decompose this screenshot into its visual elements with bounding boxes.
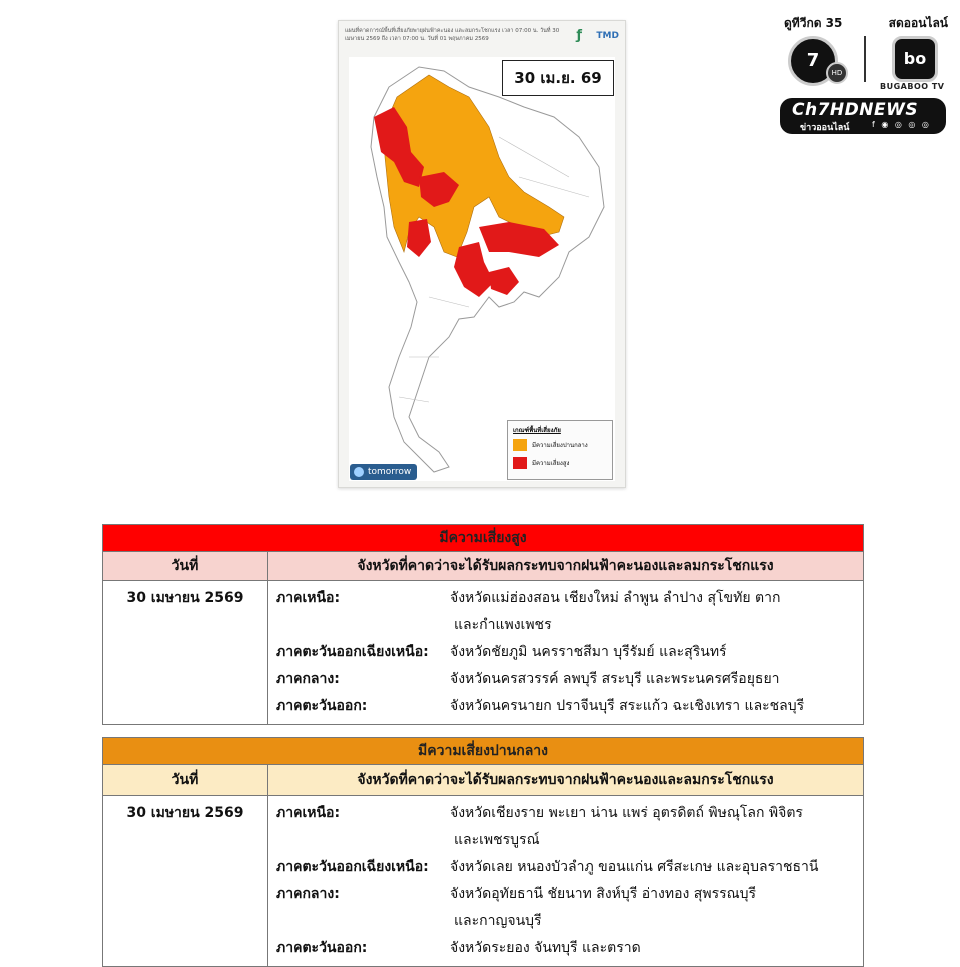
high-risk-banner: มีความเสี่ยงสูง — [103, 525, 864, 552]
ch7-logo-icon[interactable]: 7 — [788, 36, 838, 86]
map-header-text: แผนที่คาดการณ์พื้นที่เสี่ยงภัยพายุฝนฟ้าคะนอง และลมกระโชกแรง เวลา 07:00 น. วันที่ 30 เมษายน 2569 ถึง เวลา 07:00 น. วันที่ 01 พฤษภาคม 2569 — [345, 28, 560, 42]
province-list: จังหวัดแม่ฮ่องสอน เชียงใหม่ ลำพูน ลำปาง สุโขทัย ตาก — [450, 590, 781, 606]
map-legend — [507, 420, 613, 480]
province-list: จังหวัดเลย หนองบัวลำภู ขอนแก่น ศรีสะเกษ และอุบลราชธานี — [450, 859, 819, 875]
province-list: จังหวัดนครสวรรค์ ลพบุรี สระบุรี และพระนครศรีอยุธยา — [450, 671, 780, 687]
thailand-map-svg — [349, 57, 615, 481]
region-label: ภาคตะวันออกเฉียงเหนือ: — [276, 644, 429, 660]
high-col-date-header: วันที่ — [103, 552, 268, 581]
legend-item-high — [513, 457, 607, 469]
region-label: ภาคตะวันออก: — [276, 940, 368, 956]
tomorrow-icon — [354, 467, 364, 477]
brand-divider — [864, 36, 866, 82]
hd-badge-icon: HD — [826, 62, 848, 84]
news-title: Ch7HDNEWS — [792, 100, 919, 120]
region-label: ภาคตะวันออกเฉียงเหนือ: — [276, 859, 429, 875]
live-label: สดออนไลน์ — [888, 16, 948, 30]
thailand-map — [349, 57, 615, 481]
region-label: ภาคตะวันออก: — [276, 698, 368, 714]
region-row — [276, 881, 857, 908]
legend-item-medium — [513, 439, 607, 451]
region-label: ภาคเหนือ: — [276, 805, 341, 821]
mid-date-cell: 30 เมษายน 2569 — [103, 796, 268, 967]
channel-branding — [780, 14, 950, 139]
province-list: จังหวัดเชียงราย พะเยา น่าน แพร่ อุตรดิตถ์ พิษณุโลก พิจิตร — [450, 805, 803, 821]
region-row — [276, 935, 857, 962]
social-icons: f ◉ ◎ ◎ ◎ — [872, 120, 931, 129]
map-date-label: 30 เม.ย. 69 — [502, 60, 614, 96]
ch7hd-news-banner[interactable] — [780, 98, 946, 134]
tomorrow-badge — [350, 464, 417, 480]
high-provinces-cell — [268, 581, 864, 725]
df-logo-icon: ƒ — [576, 28, 583, 43]
region-row — [276, 854, 857, 881]
province-list: จังหวัดชัยภูมิ นครราชสีมา บุรีรัมย์ และสุรินทร์ — [450, 644, 727, 660]
medium-risk-banner: มีความเสี่ยงปานกลาง — [103, 738, 864, 765]
mid-col-provinces-header: จังหวัดที่คาดว่าจะได้รับผลกระทบจากฝนฟ้าคะนองและลมกระโชกแรง — [268, 765, 864, 796]
region-row — [276, 693, 857, 720]
tv-channel-label: ดูทีวีกด 35 — [784, 16, 843, 30]
legend-high-label: มีความเสี่ยงสูง — [532, 460, 570, 467]
province-list-continued: และเพชรบูรณ์ — [454, 832, 540, 848]
bugaboo-logo-icon[interactable]: bo — [892, 36, 938, 82]
bugaboo-label: BUGABOO TV — [880, 82, 945, 91]
region-row — [276, 800, 857, 827]
province-list-continued: และกาญจนบุรี — [454, 913, 542, 929]
province-list: จังหวัดนครนายก ปราจีนบุรี สระแก้ว ฉะเชิงเทรา และชลบุรี — [450, 698, 805, 714]
medium-risk-table — [102, 737, 864, 967]
region-label: ภาคกลาง: — [276, 671, 340, 687]
region-label: ภาคกลาง: — [276, 886, 340, 902]
region-row — [276, 666, 857, 693]
high-date-cell: 30 เมษายน 2569 — [103, 581, 268, 725]
high-risk-swatch — [513, 457, 527, 469]
province-list: จังหวัดอุทัยธานี ชัยนาท สิงห์บุรี อ่างทอง สุพรรณบุรี — [450, 886, 757, 902]
high-col-provinces-header: จังหวัดที่คาดว่าจะได้รับผลกระทบจากฝนฟ้าคะนองและลมกระโชกแรง — [268, 552, 864, 581]
tomorrow-label: tomorrow — [368, 467, 412, 477]
map-logos — [576, 29, 619, 43]
region-row — [276, 585, 857, 612]
region-label: ภาคเหนือ: — [276, 590, 341, 606]
mid-col-date-header: วันที่ — [103, 765, 268, 796]
news-subtitle: ข่าวออนไลน์ — [800, 123, 850, 133]
high-risk-table — [102, 524, 864, 725]
region-row — [276, 639, 857, 666]
tmd-logo: TMD — [596, 31, 619, 41]
province-list: จังหวัดระยอง จันทบุรี และตราด — [450, 940, 641, 956]
legend-title: เกณฑ์พื้นที่เสี่ยงภัย — [513, 427, 561, 434]
medium-risk-swatch — [513, 439, 527, 451]
mid-provinces-cell — [268, 796, 864, 967]
province-list-continued: และกำแพงเพชร — [454, 617, 552, 633]
legend-medium-label: มีความเสี่ยงปานกลาง — [532, 442, 588, 449]
